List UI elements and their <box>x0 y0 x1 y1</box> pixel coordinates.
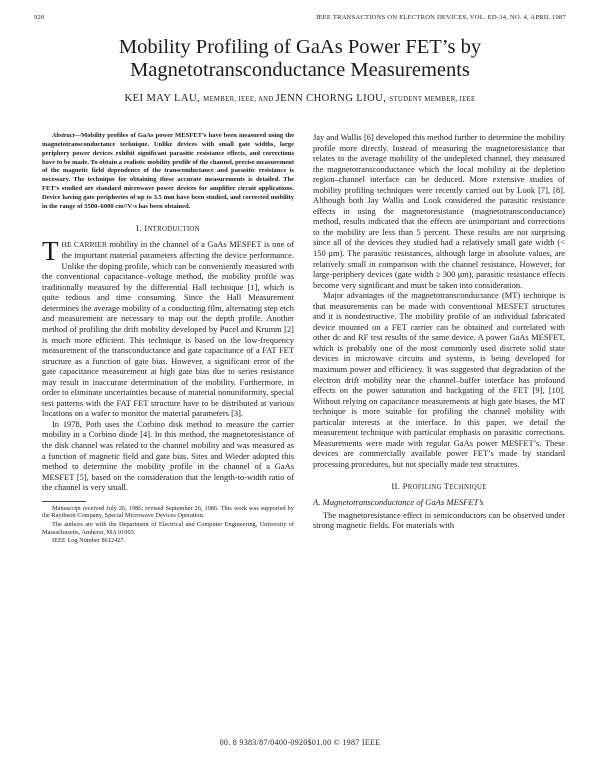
author-2-name: JENN CHORNG LIOU, <box>275 93 387 104</box>
abstract <box>42 132 294 212</box>
author-1-name: KEI MAY LAU, <box>124 93 201 104</box>
section-heading-introduction <box>42 223 294 233</box>
section-title-initial: I <box>144 222 148 233</box>
right-paragraph-2: Major advantages of the magnetotransconductance (MT) technique is that measurements can be made with conventional MESFET structures and it is nondestructive. The mobility profile of an individual fabricated device mounted on a FET carrier can be obtained and correlated with other dc and RF test results of the same device. A power GaAs MESFET, which is probably one of the most commonly used discrete solid state devices in microwave circuits and systems, is being developed for maximum power and efficiency. It was suggested that degradation of the electron drift mobility near the channel–buffer interface has profound effects on the power saturation and backgating of the FET [9], [10]. Without relying on capacitance measurements at high gate biases, the MT technique is more suitable for profiling the channel mobility with particular interests at the interface. In this paper, we detail the measurement technique with particular emphasis on parasitic corrections. Measurements were made with regular GaAs power MESFET’s. These devices are commercially available power FET’s made by standard processing procedures, but not specially made test structures. <box>313 290 565 469</box>
copyright-identifier: 00. 8 9383/87/0400-0920$01.00 © 1987 IEEE <box>219 738 381 747</box>
subsection-heading: A. Magnetotransconductance of GaAs MESFET’s <box>313 496 484 507</box>
left-column <box>42 132 294 546</box>
running-head <box>34 14 566 24</box>
section-2-paragraph-1: The magnetoresistance effect in semiconductors can be observed under strong magnetic fields. For materials with <box>313 509 565 531</box>
section-title-initial: P <box>402 480 408 491</box>
paper-title <box>40 36 560 82</box>
abstract-label: Abstract— <box>52 132 82 139</box>
footnote-manuscript: Manuscript received July 26, 1986; revised September 26, 1986. This work was supported by the Raytheon Company, Special Microwave Devices Operation. <box>42 504 294 520</box>
author-line <box>40 93 560 104</box>
section-title-rest: ECHNIQUE <box>449 483 487 491</box>
intro-paragraph-1 <box>42 235 294 419</box>
right-paragraph-1: Jay and Wallis [6] developed this method further to determine the mobility profile more directly. Instead of measuring the magnetoresistance that relates to the average mobility of the undepleted channel, they measured the magnetotransconductance which the local mobility at the depletion region–channel interface can be deduced. More extensive studies of mobility profiling techniques were recently carried out by Look [7], [8]. Although both Jay Wallis and Look considered the parasitic resistance effects in using the magnetoresistance (magnetotransconductance) method, results indicated that the effects are unimportant and corrections to the mobility are less than 5 percent. These results are not surprising since all of the devices they studied had a relatively small gate width (< 150 μm). The parasitic resistances, although large in absolute values, are relatively small in comparison with the channel resistance. However, for large-periphery devices (gate width ≥ 300 μm), parasitic resistance effects become very significant and must be taken into consideration. <box>313 132 565 290</box>
section-numeral: II. <box>391 480 403 491</box>
abstract-text: Mobility profiles of GaAs power MESFET’s have been measured using the magnetotransconductance technique. Unlike devices with small gate widths, large periphery power devices exhibit significant parasitic resistance effects, and corrections have to be made. To obtain a realistic mobility profile of the channel, precise measurement of the magnetic field dependence of the transconductance and parasitic resistance is necessary. The technique for obtaining these accurate measurements is detailed. The FET’s studied are standard microwave power devices for amplifier circuit applications. Device having gate peripheries of up to 3.5 mm have been studied, and corrected mobility in the range of 3500–6000 cm²/V·s has been obtained. <box>42 132 294 210</box>
page-number: 920 <box>34 14 45 21</box>
intro-first-words: HE CARRIER <box>61 239 107 249</box>
author-2-grade: STUDENT MEMBER, IEEE <box>389 96 476 103</box>
section-title-rest: NTRODUCTION <box>147 225 200 233</box>
drop-cap: T <box>42 235 59 266</box>
title-line-1: Mobility Profiling of GaAs Power FET’s by <box>118 36 482 58</box>
section-title-initial-2: T <box>443 480 450 491</box>
footnote-rule <box>42 501 86 502</box>
author-1-grade: MEMBER, IEEE, <box>203 96 257 103</box>
footnote-log-number: IEEE Log Number 8612427. <box>52 537 126 545</box>
section-heading-profiling-technique <box>313 481 565 491</box>
section-numeral: I. <box>136 222 145 233</box>
author-conjunction: AND <box>256 96 276 103</box>
title-line-2: Magnetotransconductance Measurements <box>130 59 470 81</box>
right-column <box>313 132 565 531</box>
intro-paragraph-2: In 1978, Poth uses the Corbino disk method to measure the carrier mobility in a Corbino diode [4]. In this method, the magnetoresistance of the disk channel was related to the channel mobility and was measured as a function of magnetic field and gate bias. Sites and Wieder adopted this method to determine the mobility profile in the channel of a GaAs MESFET [5], based on the consideration that the length-to-width ratio of the channel is very small. <box>42 418 294 493</box>
footnote-affiliation: The authors are with the Department of Electrical and Computer Engineering, University of Massachusetts, Amherst, MA 01003. <box>42 520 294 536</box>
intro-paragraph-1-text: mobility in the channel of a GaAs MESFET is one of the important material parameters affecting the device performance. Unlike the doping profile, which can be conveniently measured with the conventional capacitance–voltage method, the mobility profile was traditionally measured by the differential Hall technique [1], which is quite tedious and time consuming. Since the Hall Measurement determines the average mobility of a conducting film, alternating step etch and measurement are necessary to map out the depth profile. Another method of profiling the drift mobility developed by Pucel and Krumm [2] is much more efficient. This technique is based on the low-frequency measurement of the transconductance and gate capacitance of a FAT FET structure as a function of gate bias. However, a significant error of the gate capacitance measurement at high gate bias due to series resistance may result in inaccurate determination of the mobility. Furthermore, in order to eliminate uncertainties because of material nonuniformity, special test patterns with the FAT FET structure have to be distributed at various locations on a wafer to monitor the material parameters [3]. <box>42 238 294 419</box>
journal-citation: IEEE TRANSACTIONS ON ELECTRON DEVICES, VOL. ED-34, NO. 4, APRIL 1987 <box>316 14 566 21</box>
section-title-mid: ROFILING <box>407 483 444 491</box>
